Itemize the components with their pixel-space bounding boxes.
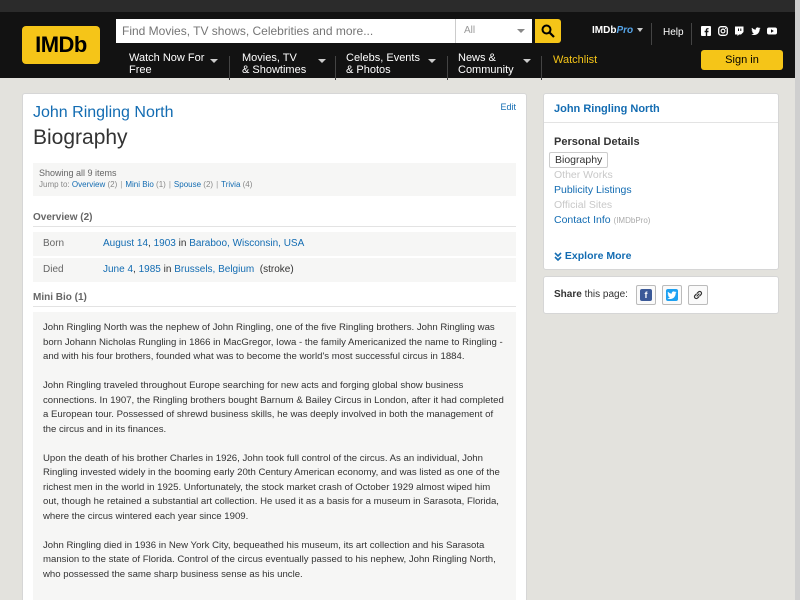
died-cause: (stroke): [259, 264, 294, 275]
sidebar-item-other-works: Other Works: [554, 169, 613, 181]
died-value: June 4, 1985 in Brussels, Belgium (stroke): [103, 264, 294, 275]
chevron-down-icon: [428, 59, 436, 63]
section-divider: [33, 226, 516, 227]
sign-in-button[interactable]: Sign in: [701, 50, 783, 70]
search-category-select[interactable]: [455, 19, 532, 43]
nav-label-line1: News &: [458, 52, 496, 64]
youtube-icon[interactable]: [767, 26, 777, 36]
share-panel: [543, 276, 779, 314]
search-category-label: All: [464, 25, 476, 36]
personal-details-heading: Personal Details: [554, 136, 640, 148]
bio-paragraph: John Ringling traveled throughout Europe searching for new acts and forging global show business connections. In 1907, the Ringling brothers bought Barnum & Bailey Circus in London, after it had completed a European tour. Possessed of shrewd business skills, he was deeply involved in both the management of the circus and in its finances.: [43, 380, 504, 435]
nav-celebs-events[interactable]: [346, 52, 442, 78]
died-date-link[interactable]: June 4: [103, 264, 134, 275]
born-year-link[interactable]: 1903: [153, 238, 176, 249]
imdbpro-note: (IMDbPro): [613, 216, 651, 225]
born-in-text: in: [178, 238, 187, 249]
died-label: Died: [43, 264, 64, 275]
search-icon: [541, 24, 555, 38]
nav-divider: [335, 56, 336, 80]
biography-panel: [22, 93, 527, 600]
died-place-link[interactable]: Brussels, Belgium: [174, 264, 255, 275]
twitch-icon[interactable]: [734, 26, 744, 36]
jump-box: [33, 163, 516, 196]
born-date-link[interactable]: August 14: [103, 238, 149, 249]
person-name-link[interactable]: John Ringling North: [33, 104, 174, 121]
search-bar: [116, 19, 532, 43]
bio-paragraph: John Ringling died in 1936 in New York City, bequeathed his museum, its art collection and his Sarasota mansion to the state of Florida. Control of the circus eventually passed to his nephew, John Ringling North, who possessed the same sharp business sense as his uncle.: [43, 539, 496, 580]
died-year-link[interactable]: 1985: [138, 264, 161, 275]
bio-paragraph: Upon the death of his brother Charles in 1926, John took full control of the circus. As an individual, John Ringling invested widely in the booming early 20th Century American economy, and was listed as one of the richest men in the world in 1925. Unfortunately, the stock market crash of October 1929 almost wiped him out, though he retained a substantial art collection. He used it as a basis for a museum in Sarasota, Florida, where the circus wintered each year since 1909.: [43, 452, 500, 522]
jump-count: (1): [156, 180, 166, 189]
nav-news-community[interactable]: [458, 52, 537, 78]
sidebar-item-contact-info[interactable]: [554, 214, 650, 226]
chevron-down-icon: [523, 59, 531, 63]
scrollbar[interactable]: [795, 0, 800, 600]
sidebar-person-link[interactable]: John Ringling North: [554, 103, 660, 115]
died-in-text: in: [163, 264, 172, 275]
personal-details-sidebar: [543, 93, 779, 270]
page-title: Biography: [33, 126, 128, 149]
sidebar-item-official-sites: Official Sites: [554, 199, 613, 211]
born-place-link[interactable]: Baraboo, Wisconsin, USA: [189, 238, 305, 249]
sidebar-divider: [544, 122, 778, 123]
twitter-icon: [666, 289, 678, 301]
help-link[interactable]: Help: [663, 27, 684, 38]
explore-more-link[interactable]: [554, 250, 631, 262]
imdbpro-logo-prefix: IMDb: [592, 25, 617, 36]
chevron-down-icon: [517, 29, 525, 33]
nav-watch-now[interactable]: [129, 52, 224, 78]
header-divider: [691, 23, 692, 45]
twitter-icon[interactable]: [751, 26, 761, 36]
born-row: [33, 232, 516, 256]
jump-count: (4): [242, 180, 253, 189]
facebook-icon: f: [640, 289, 652, 301]
jump-trivia-link[interactable]: Trivia: [221, 180, 241, 189]
jump-count: (2): [107, 180, 118, 189]
share-label-rest: this page:: [584, 289, 628, 300]
search-input[interactable]: [116, 19, 454, 43]
sidebar-item-publicity-listings[interactable]: Publicity Listings: [554, 184, 632, 196]
explore-more-label: Explore More: [564, 250, 632, 262]
bio-paragraph: John Ringling North was the nephew of John Ringling, one of the five Ringling brothers. John Ringling was born Johann Nicholas Rungling in 1866 in MacGregor, Iowa - the family Americanized the name to Ringling - and with his four brothers, founded what was to become the world's most successful circus in 1884.: [43, 322, 503, 362]
jump-overview-link[interactable]: Overview: [71, 180, 106, 189]
instagram-icon[interactable]: [718, 26, 728, 36]
showing-count: Showing all 9 items: [39, 168, 117, 178]
nav-divider: [229, 56, 230, 80]
jump-spouse-link[interactable]: Spouse: [173, 180, 202, 189]
nav-label-line2: & Showtimes: [242, 64, 307, 76]
jump-to-label: Jump to:: [39, 180, 70, 189]
header-divider: [651, 23, 652, 45]
nav-divider: [541, 56, 542, 80]
imdb-logo[interactable]: IMDb: [22, 26, 100, 64]
link-icon: [692, 289, 704, 301]
section-divider: [33, 306, 516, 307]
nav-label-line1: Watch Now For: [129, 52, 205, 64]
share-link-button[interactable]: [688, 285, 708, 305]
edit-link[interactable]: Edit: [500, 102, 516, 112]
chevron-down-icon: [210, 59, 218, 63]
sidebar-item-biography[interactable]: Biography: [549, 152, 608, 168]
site-header: [0, 12, 800, 78]
nav-movies-tv[interactable]: [242, 52, 332, 78]
died-row: [33, 258, 516, 282]
contact-info-label: Contact Info: [554, 214, 611, 226]
nav-label-line2: Community: [458, 64, 514, 76]
nav-label-line2: Free: [129, 64, 152, 76]
nav-divider: [447, 56, 448, 80]
search-button[interactable]: [535, 19, 561, 43]
jump-minibio-link[interactable]: Mini Bio: [125, 180, 154, 189]
jump-to-links: Jump to: Overview (2) | Mini Bio (1) | Spouse (2) | Trivia (4): [39, 180, 253, 189]
double-chevron-down-icon: [554, 252, 562, 261]
born-value: August 14, 1903 in Baraboo, Wisconsin, USA: [103, 238, 305, 249]
chevron-down-icon: [318, 59, 326, 63]
born-label: Born: [43, 238, 65, 249]
minibio-heading: Mini Bio (1): [33, 292, 87, 303]
mini-bio-text: [33, 312, 516, 600]
watchlist-link[interactable]: Watchlist: [553, 54, 598, 66]
share-facebook-button[interactable]: [636, 285, 656, 305]
browser-top-strip: [0, 0, 800, 12]
imdbpro-logo-suffix: Pro: [616, 25, 634, 36]
imdbpro-menu[interactable]: [592, 25, 643, 36]
nav-label-line1: Movies, TV: [242, 52, 297, 64]
share-label: [554, 289, 628, 300]
share-label-bold: Share: [554, 289, 582, 300]
nav-label-line1: Celebs, Events: [346, 52, 420, 64]
facebook-icon[interactable]: [701, 26, 711, 36]
jump-count: (2): [203, 180, 214, 189]
share-twitter-button[interactable]: [662, 285, 682, 305]
chevron-down-icon: [637, 28, 643, 32]
nav-label-line2: & Photos: [346, 64, 391, 76]
overview-heading: Overview (2): [33, 212, 93, 223]
